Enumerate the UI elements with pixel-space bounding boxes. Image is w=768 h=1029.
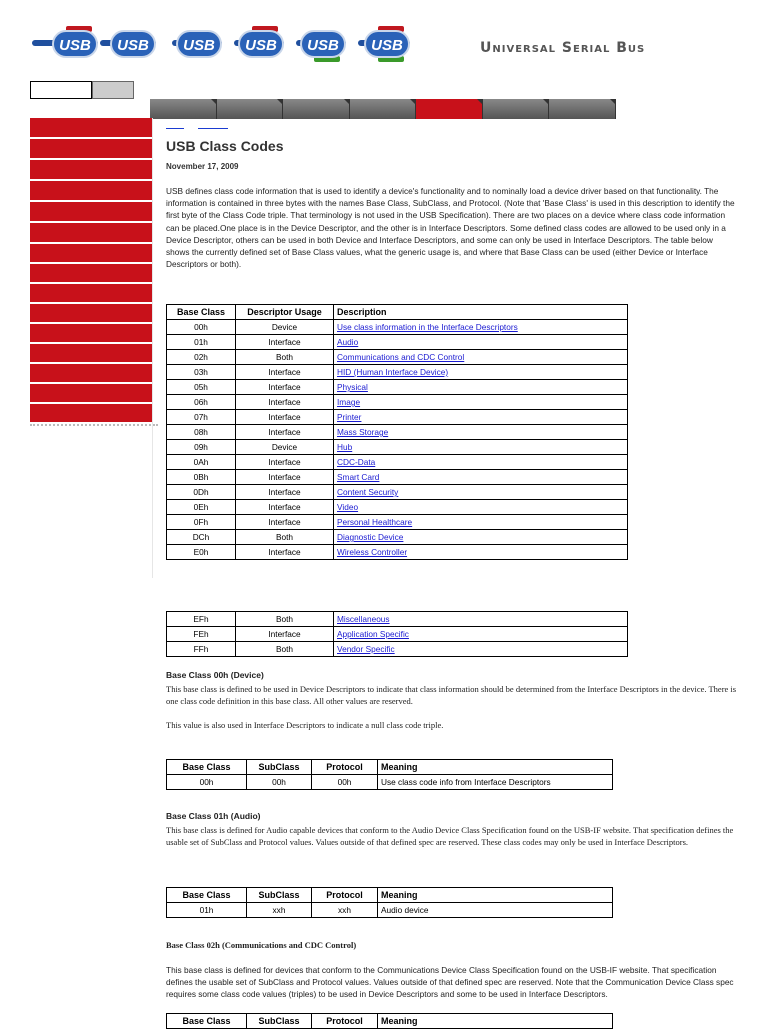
cell-base-class: 05h xyxy=(167,380,236,395)
class-description-link[interactable]: Mass Storage xyxy=(337,427,389,437)
class-description-link[interactable]: HID (Human Interface Device) xyxy=(337,367,449,377)
cell-descriptor-usage: Interface xyxy=(236,425,334,440)
table-row xyxy=(167,642,628,657)
cell-base-class: 08h xyxy=(167,425,236,440)
cell-base-class: 0Fh xyxy=(167,515,236,530)
class-description-link[interactable]: Personal Healthcare xyxy=(337,517,413,527)
cell-base-class: 09h xyxy=(167,440,236,455)
column-header-base-class: Base Class xyxy=(167,760,247,775)
cell-description xyxy=(334,545,628,560)
cell-description xyxy=(334,470,628,485)
cell-descriptor-usage: Interface xyxy=(236,515,334,530)
cell-description xyxy=(334,455,628,470)
class-description-link[interactable]: Wireless Controller xyxy=(337,547,408,557)
section-00h-paragraph-1: This base class is defined to be used in Device Descriptors to indicate that class information should be determined from the Interface Descriptors in the device. There is one class code definition in this base class. All other values are reserved. xyxy=(166,684,737,707)
column-header-description: Description xyxy=(334,305,628,320)
breadcrumb-link-1[interactable] xyxy=(166,128,184,129)
class-description-link[interactable]: Miscellaneous xyxy=(337,614,390,624)
cell-descriptor-usage: Interface xyxy=(236,545,334,560)
cell-base-class: 00h xyxy=(167,775,247,790)
usb-logo-label: USB xyxy=(238,30,284,58)
cell-base-class: FFh xyxy=(167,642,236,657)
usb-logo-label: USB xyxy=(176,30,222,58)
class-description-link[interactable]: Smart Card xyxy=(337,472,380,482)
table-row xyxy=(167,335,628,350)
cell-base-class: FEh xyxy=(167,627,236,642)
cell-descriptor-usage: Interface xyxy=(236,455,334,470)
cell-base-class: 01h xyxy=(167,903,247,918)
column-header-subclass: SubClass xyxy=(247,888,312,903)
sidebar-item-2[interactable] xyxy=(30,139,152,159)
sidebar-item-15[interactable] xyxy=(30,404,152,423)
column-header-base-class: Base Class xyxy=(167,305,236,320)
section-00h-table xyxy=(166,759,613,790)
search-input[interactable] xyxy=(30,81,92,99)
nav-tab-developers-active[interactable] xyxy=(416,99,483,119)
table-row xyxy=(167,350,628,365)
table-row xyxy=(167,365,628,380)
table-row xyxy=(167,485,628,500)
sidebar-item-11[interactable] xyxy=(30,324,152,343)
table-row xyxy=(167,320,628,335)
table-row xyxy=(167,903,613,918)
table-row xyxy=(167,775,613,790)
cell-base-class: 06h xyxy=(167,395,236,410)
cell-base-class: 03h xyxy=(167,365,236,380)
sidebar-item-9[interactable] xyxy=(30,284,152,303)
cell-descriptor-usage: Interface xyxy=(236,365,334,380)
column-header-protocol: Protocol xyxy=(312,1014,378,1029)
table-row xyxy=(167,545,628,560)
cell-base-class: 0Eh xyxy=(167,500,236,515)
usb-logo-5 xyxy=(296,26,346,62)
class-description-link[interactable]: Application Specific xyxy=(337,629,409,639)
nav-tab-6[interactable] xyxy=(483,99,550,119)
table-row xyxy=(167,425,628,440)
cell-base-class: 00h xyxy=(167,320,236,335)
top-nav xyxy=(150,99,616,119)
sidebar-item-4[interactable] xyxy=(30,181,152,201)
section-heading-00h: Base Class 00h (Device) xyxy=(166,670,264,680)
class-description-link[interactable]: Vendor Specific xyxy=(337,644,395,654)
cell-base-class: 02h xyxy=(167,350,236,365)
cell-description xyxy=(334,320,628,335)
cell-descriptor-usage: Interface xyxy=(236,380,334,395)
nav-tab-3[interactable] xyxy=(283,99,350,119)
cell-descriptor-usage: Interface xyxy=(236,410,334,425)
content-divider xyxy=(152,118,153,578)
usb-logo-label: USB xyxy=(52,30,98,58)
usb-logo-3 xyxy=(172,26,222,62)
cell-base-class: 0Dh xyxy=(167,485,236,500)
cell-description xyxy=(334,350,628,365)
hi-speed-usb-logo xyxy=(100,26,156,62)
table-row xyxy=(167,530,628,545)
cell-base-class: 0Ah xyxy=(167,455,236,470)
cell-base-class: 01h xyxy=(167,335,236,350)
column-header-subclass: SubClass xyxy=(247,1014,312,1029)
cell-description xyxy=(334,395,628,410)
class-code-table xyxy=(166,304,628,560)
class-description-link[interactable]: Printer xyxy=(337,412,362,422)
cell-description xyxy=(334,642,628,657)
section-01h-table xyxy=(166,887,613,918)
search-button[interactable] xyxy=(92,81,134,99)
cell-description xyxy=(334,627,628,642)
table-row xyxy=(167,455,628,470)
cell-description xyxy=(334,410,628,425)
column-header-subclass: SubClass xyxy=(247,760,312,775)
usb-logo-label: USB xyxy=(300,30,346,58)
sidebar-item-14[interactable] xyxy=(30,384,152,403)
cell-meaning: Audio device xyxy=(378,903,613,918)
brand-title: Universal Serial Bus xyxy=(480,40,646,56)
usb-logo-4 xyxy=(234,26,284,62)
column-header-protocol: Protocol xyxy=(312,888,378,903)
table-header-row xyxy=(167,888,613,903)
nav-tab-4[interactable] xyxy=(350,99,417,119)
table-row xyxy=(167,500,628,515)
table-row xyxy=(167,410,628,425)
cell-base-class: 0Bh xyxy=(167,470,236,485)
class-description-link[interactable]: Use class information in the Interface Descriptors xyxy=(337,322,518,332)
class-description-link[interactable]: Audio xyxy=(337,337,359,347)
nav-tab-2[interactable] xyxy=(217,99,284,119)
table-row xyxy=(167,627,628,642)
usb-logo-6 xyxy=(358,26,410,62)
usb-logo-label: USB xyxy=(110,30,156,58)
column-header-meaning: Meaning xyxy=(378,760,613,775)
cell-protocol: xxh xyxy=(312,903,378,918)
section-heading-02h: Base Class 02h (Communications and CDC Control) xyxy=(166,940,357,950)
table-row xyxy=(167,515,628,530)
sidebar xyxy=(30,118,152,424)
cell-protocol: 00h xyxy=(312,775,378,790)
class-description-link[interactable]: Communications and CDC Control xyxy=(337,352,465,362)
cell-description xyxy=(334,485,628,500)
cell-description xyxy=(334,425,628,440)
nav-tab-1[interactable] xyxy=(150,99,217,119)
class-description-link[interactable]: Video xyxy=(337,502,359,512)
table-row xyxy=(167,395,628,410)
column-header-meaning: Meaning xyxy=(378,888,613,903)
sidebar-item-12[interactable] xyxy=(30,344,152,363)
nav-tab-7[interactable] xyxy=(549,99,616,119)
class-description-link[interactable]: Content Security xyxy=(337,487,399,497)
sidebar-divider xyxy=(30,424,158,429)
table-row xyxy=(167,440,628,455)
table-header-row xyxy=(167,760,613,775)
cell-descriptor-usage: Both xyxy=(236,612,334,627)
section-heading-01h: Base Class 01h (Audio) xyxy=(166,811,261,821)
cell-description xyxy=(334,440,628,455)
superspeed-usb-logo xyxy=(32,26,98,62)
column-header-base-class: Base Class xyxy=(167,888,247,903)
cell-descriptor-usage: Both xyxy=(236,642,334,657)
sidebar-item-1[interactable] xyxy=(30,118,152,138)
cell-descriptor-usage: Both xyxy=(236,350,334,365)
section-02h-paragraph-1: This base class is defined for devices that conform to the Communications Device Class Specification found on the USB-IF website. That specification defines the usable set of SubClass and Protocol values. Values outside of that defined spec are reserved. Note that the Communication Device Class spec requires some class code values (triples) to be used in Device Descriptors and some to be used in Interface Descriptors. xyxy=(166,965,734,1000)
cell-base-class: E0h xyxy=(167,545,236,560)
page-title: USB Class Codes xyxy=(166,138,284,154)
cell-descriptor-usage: Interface xyxy=(236,395,334,410)
sidebar-item-3[interactable] xyxy=(30,160,152,180)
class-description-link[interactable]: Hub xyxy=(337,442,353,452)
cell-description xyxy=(334,515,628,530)
class-description-link[interactable]: Physical xyxy=(337,382,368,392)
cell-subclass: xxh xyxy=(247,903,312,918)
sidebar-item-6[interactable] xyxy=(30,223,152,243)
table-row xyxy=(167,470,628,485)
column-header-descriptor-usage: Descriptor Usage xyxy=(236,305,334,320)
table-header-row xyxy=(167,1014,613,1029)
cell-descriptor-usage: Device xyxy=(236,320,334,335)
cell-description xyxy=(334,612,628,627)
section-01h-paragraph-1: This base class is defined for Audio capable devices that conform to the Audio Device Class Specification found on the USB-IF website. That specification defines the usable set of SubClass and Protocol values. Values outside of that defined spec are reserved. These class codes may only be used in Interface Descriptors. xyxy=(166,825,734,848)
class-description-link[interactable]: CDC-Data xyxy=(337,457,376,467)
cell-description xyxy=(334,365,628,380)
table-row xyxy=(167,612,628,627)
cell-description xyxy=(334,335,628,350)
sidebar-item-13[interactable] xyxy=(30,364,152,383)
cell-descriptor-usage: Interface xyxy=(236,627,334,642)
cell-base-class: EFh xyxy=(167,612,236,627)
table-row xyxy=(167,380,628,395)
column-header-meaning: Meaning xyxy=(378,1014,613,1029)
cell-descriptor-usage: Interface xyxy=(236,335,334,350)
cell-subclass: 00h xyxy=(247,775,312,790)
cell-meaning: Use class code info from Interface Descriptors xyxy=(378,775,613,790)
cell-description xyxy=(334,380,628,395)
section-02h-table xyxy=(166,1013,613,1029)
sidebar-item-7[interactable] xyxy=(30,244,152,263)
class-description-link[interactable]: Image xyxy=(337,397,361,407)
cell-base-class: 07h xyxy=(167,410,236,425)
cell-description xyxy=(334,530,628,545)
cell-descriptor-usage: Interface xyxy=(236,500,334,515)
sidebar-item-8[interactable] xyxy=(30,264,152,283)
cell-base-class: DCh xyxy=(167,530,236,545)
class-code-table-continued xyxy=(166,611,628,657)
cell-descriptor-usage: Interface xyxy=(236,485,334,500)
intro-paragraph: USB defines class code information that is used to identify a device's functionality and to nominally load a device driver based on that functionality. The information is contained in three bytes with the names Base Class, SubClass, and Protocol. (Note that 'Base Class' is used in this description to identify the first byte of the Class Code triple. That terminology is not used in the USB Specification). There are two places on a device where class code information can be placed.One place is in the Device Descriptor, and the other is in Interface Descriptors. Some defined class codes are allowed to be used only in a Device Descriptor, others can be used in both Device and Interface Descriptors, and some can only be used in Interface Descriptors. The table below shows the currently defined set of Base Class values, what the generic usage is, and where that Base Class can be used (either Device or Interface Descriptors or both). xyxy=(166,186,735,270)
section-00h-paragraph-2: This value is also used in Interface Descriptors to indicate a null class code triple. xyxy=(166,720,444,730)
table-header-row xyxy=(167,305,628,320)
cell-descriptor-usage: Both xyxy=(236,530,334,545)
class-description-link[interactable]: Diagnostic Device xyxy=(337,532,404,542)
cell-descriptor-usage: Interface xyxy=(236,470,334,485)
breadcrumb-link-2[interactable] xyxy=(198,128,228,129)
sidebar-item-10[interactable] xyxy=(30,304,152,323)
page-date: November 17, 2009 xyxy=(166,162,239,171)
cell-description xyxy=(334,500,628,515)
cell-descriptor-usage: Device xyxy=(236,440,334,455)
usb-logo-label: USB xyxy=(364,30,410,58)
column-header-base-class: Base Class xyxy=(167,1014,247,1029)
column-header-protocol: Protocol xyxy=(312,760,378,775)
sidebar-item-5[interactable] xyxy=(30,202,152,222)
